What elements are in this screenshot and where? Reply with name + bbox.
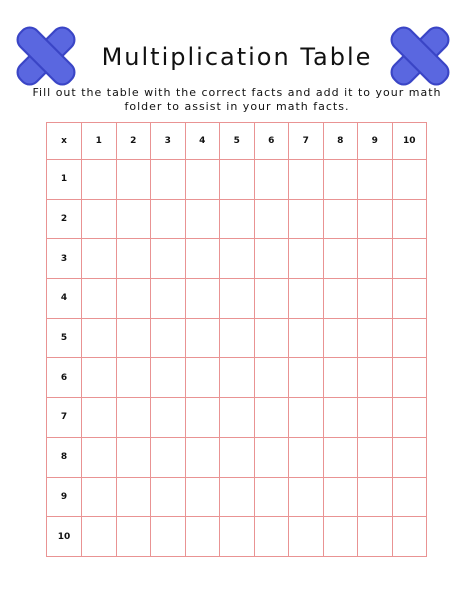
answer-cell[interactable] — [392, 239, 427, 279]
answer-cell[interactable] — [392, 517, 427, 557]
answer-cell[interactable] — [185, 318, 220, 358]
table-row — [47, 199, 427, 239]
answer-cell[interactable] — [323, 160, 358, 200]
column-header: 1 — [82, 123, 117, 160]
answer-cell[interactable] — [82, 279, 117, 319]
answer-cell[interactable] — [220, 358, 255, 398]
answer-cell[interactable] — [254, 199, 289, 239]
answer-cell[interactable] — [289, 477, 324, 517]
answer-cell[interactable] — [185, 239, 220, 279]
column-header: 8 — [323, 123, 358, 160]
answer-cell[interactable] — [185, 477, 220, 517]
answer-cell[interactable] — [82, 437, 117, 477]
answer-cell[interactable] — [82, 239, 117, 279]
answer-cell[interactable] — [185, 517, 220, 557]
answer-cell[interactable] — [358, 437, 393, 477]
answer-cell[interactable] — [254, 437, 289, 477]
table-row — [47, 477, 427, 517]
answer-cell[interactable] — [289, 517, 324, 557]
answer-cell[interactable] — [323, 279, 358, 319]
column-header: 5 — [220, 123, 255, 160]
answer-cell[interactable] — [151, 437, 186, 477]
column-header: 10 — [392, 123, 427, 160]
answer-cell[interactable] — [151, 517, 186, 557]
answer-cell[interactable] — [392, 279, 427, 319]
answer-cell[interactable] — [323, 239, 358, 279]
answer-cell[interactable] — [82, 477, 117, 517]
answer-cell[interactable] — [220, 398, 255, 438]
answer-cell[interactable] — [289, 199, 324, 239]
answer-cell[interactable] — [185, 437, 220, 477]
header-row — [47, 123, 427, 160]
answer-cell[interactable] — [151, 160, 186, 200]
answer-cell[interactable] — [151, 279, 186, 319]
answer-cell[interactable] — [323, 398, 358, 438]
answer-cell[interactable] — [358, 398, 393, 438]
answer-cell[interactable] — [220, 160, 255, 200]
answer-cell[interactable] — [220, 318, 255, 358]
table-row — [47, 358, 427, 398]
answer-cell[interactable] — [289, 279, 324, 319]
answer-cell[interactable] — [116, 279, 151, 319]
table-row — [47, 239, 427, 279]
row-header: 4 — [47, 279, 82, 319]
page-title: Multiplication Table — [101, 43, 373, 71]
row-header: 5 — [47, 318, 82, 358]
answer-cell[interactable] — [323, 318, 358, 358]
answer-cell[interactable] — [220, 279, 255, 319]
answer-cell[interactable] — [358, 318, 393, 358]
table-row — [47, 279, 427, 319]
answer-cell[interactable] — [185, 160, 220, 200]
answer-cell[interactable] — [289, 398, 324, 438]
column-header: 3 — [151, 123, 186, 160]
answer-cell[interactable] — [116, 398, 151, 438]
answer-cell[interactable] — [289, 318, 324, 358]
answer-cell[interactable] — [392, 199, 427, 239]
row-header: 9 — [47, 477, 82, 517]
column-header: 9 — [358, 123, 393, 160]
answer-cell[interactable] — [220, 239, 255, 279]
answer-cell[interactable] — [151, 199, 186, 239]
answer-cell[interactable] — [151, 398, 186, 438]
answer-cell[interactable] — [323, 358, 358, 398]
answer-cell[interactable] — [82, 199, 117, 239]
column-header: 4 — [185, 123, 220, 160]
answer-cell[interactable] — [254, 318, 289, 358]
multiplication-grid — [46, 122, 427, 557]
answer-cell[interactable] — [323, 517, 358, 557]
answer-cell[interactable] — [220, 477, 255, 517]
answer-cell[interactable] — [254, 517, 289, 557]
instructions-text: Fill out the table with the correct facts and add it to your math folder to assist in your math facts. — [32, 86, 442, 113]
row-header: 1 — [47, 160, 82, 200]
answer-cell[interactable] — [323, 477, 358, 517]
answer-cell[interactable] — [358, 279, 393, 319]
answer-cell[interactable] — [220, 199, 255, 239]
column-header: 7 — [289, 123, 324, 160]
answer-cell[interactable] — [254, 358, 289, 398]
answer-cell[interactable] — [254, 239, 289, 279]
answer-cell[interactable] — [82, 398, 117, 438]
answer-cell[interactable] — [254, 398, 289, 438]
answer-cell[interactable] — [116, 517, 151, 557]
answer-cell[interactable] — [185, 279, 220, 319]
answer-cell[interactable] — [323, 437, 358, 477]
table-row — [47, 437, 427, 477]
answer-cell[interactable] — [116, 239, 151, 279]
answer-cell[interactable] — [358, 239, 393, 279]
answer-cell[interactable] — [151, 318, 186, 358]
column-header: 2 — [116, 123, 151, 160]
table-row — [47, 318, 427, 358]
answer-cell[interactable] — [358, 358, 393, 398]
answer-cell[interactable] — [392, 160, 427, 200]
answer-cell[interactable] — [358, 199, 393, 239]
answer-cell[interactable] — [116, 318, 151, 358]
answer-cell[interactable] — [254, 477, 289, 517]
answer-cell[interactable] — [116, 477, 151, 517]
answer-cell[interactable] — [185, 358, 220, 398]
row-header: 10 — [47, 517, 82, 557]
answer-cell[interactable] — [220, 517, 255, 557]
answer-cell[interactable] — [82, 517, 117, 557]
answer-cell[interactable] — [289, 358, 324, 398]
answer-cell[interactable] — [151, 358, 186, 398]
answer-cell[interactable] — [185, 398, 220, 438]
row-header: 7 — [47, 398, 82, 438]
answer-cell[interactable] — [358, 517, 393, 557]
answer-cell[interactable] — [116, 358, 151, 398]
row-header: 2 — [47, 199, 82, 239]
answer-cell[interactable] — [392, 437, 427, 477]
answer-cell[interactable] — [358, 477, 393, 517]
corner-cell: x — [47, 123, 82, 160]
answer-cell[interactable] — [116, 160, 151, 200]
table-row — [47, 398, 427, 438]
table-row — [47, 517, 427, 557]
answer-cell[interactable] — [289, 437, 324, 477]
answer-cell[interactable] — [254, 279, 289, 319]
answer-cell[interactable] — [151, 239, 186, 279]
column-header: 6 — [254, 123, 289, 160]
answer-cell[interactable] — [82, 160, 117, 200]
answer-cell[interactable] — [116, 199, 151, 239]
row-header: 8 — [47, 437, 82, 477]
answer-cell[interactable] — [289, 160, 324, 200]
answer-cell[interactable] — [254, 160, 289, 200]
answer-cell[interactable] — [151, 477, 186, 517]
answer-cell[interactable] — [82, 318, 117, 358]
answer-cell[interactable] — [289, 239, 324, 279]
answer-cell[interactable] — [220, 437, 255, 477]
answer-cell[interactable] — [82, 358, 117, 398]
answer-cell[interactable] — [392, 477, 427, 517]
row-header: 3 — [47, 239, 82, 279]
answer-cell[interactable] — [392, 358, 427, 398]
answer-cell[interactable] — [358, 160, 393, 200]
answer-cell[interactable] — [392, 398, 427, 438]
answer-cell[interactable] — [116, 437, 151, 477]
answer-cell[interactable] — [323, 199, 358, 239]
answer-cell[interactable] — [392, 318, 427, 358]
table-row — [47, 160, 427, 200]
answer-cell[interactable] — [185, 199, 220, 239]
row-header: 6 — [47, 358, 82, 398]
